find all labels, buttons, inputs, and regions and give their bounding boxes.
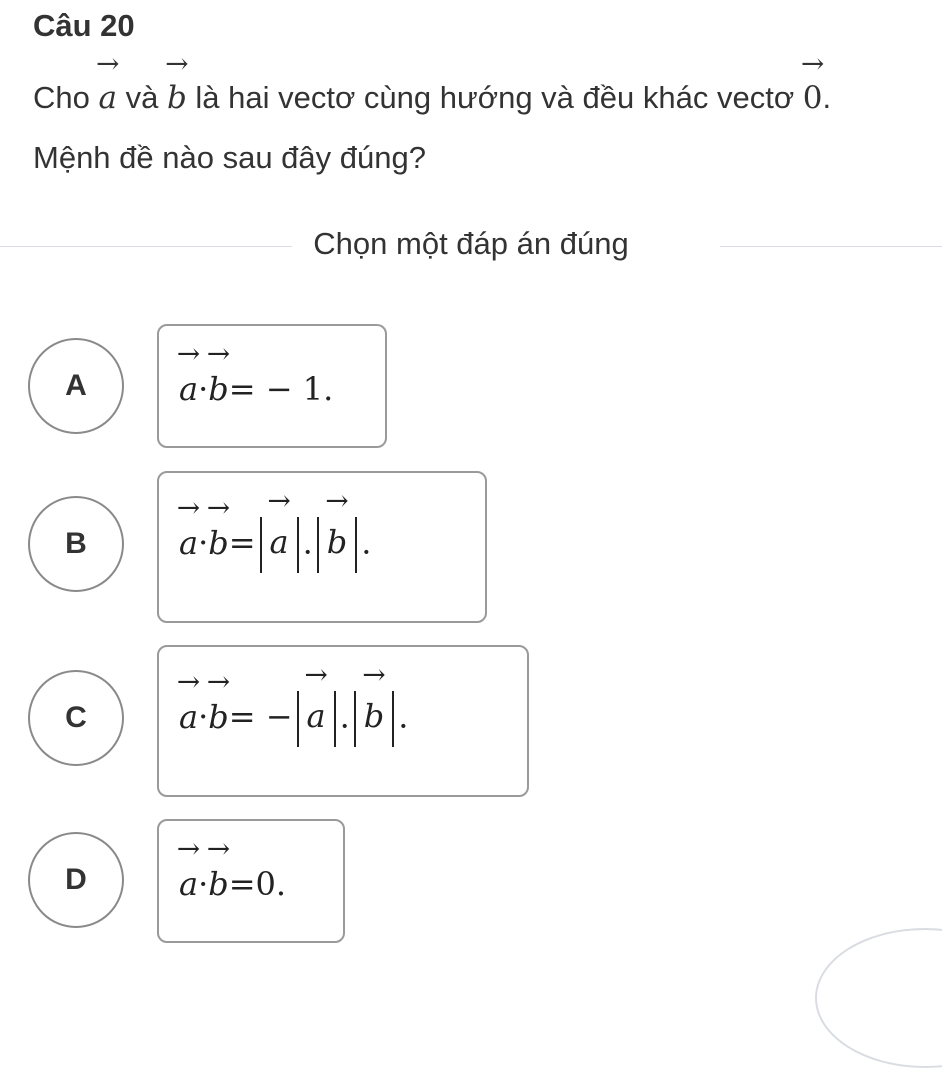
option-b-formula: → a· → b= → a . → b .: [179, 517, 371, 573]
arrow-icon: →: [176, 832, 201, 865]
arrow-icon: →: [95, 47, 120, 80]
arrow-icon: →: [165, 47, 189, 80]
instruction-text: Chọn một đáp án đúng: [313, 226, 629, 261]
option-b-answer[interactable]: [157, 471, 487, 623]
option-d-formula: → a· → b=0.: [176, 832, 287, 903]
arrow-icon: →: [362, 658, 386, 691]
option-b-circle[interactable]: B: [28, 496, 124, 592]
vector-b: → b: [165, 47, 189, 116]
question-text-line1: Cho → a và → b là hai vectơ cùng hướng và đều khác vectơ → 0.: [33, 47, 832, 116]
question-text-line2: Mệnh đề nào sau đây đúng?: [33, 140, 426, 175]
arrow-icon: →: [304, 658, 328, 691]
option-d-circle[interactable]: D: [28, 832, 124, 928]
option-a-answer[interactable]: [157, 324, 387, 448]
arrow-icon: →: [176, 490, 201, 524]
question-title: Câu 20: [33, 8, 135, 43]
arrow-icon: →: [206, 832, 231, 865]
option-d-answer[interactable]: [157, 819, 345, 943]
arrow-icon: →: [267, 484, 291, 517]
arrow-icon: →: [206, 664, 231, 698]
option-a-formula: → a· → b= − 1.: [176, 337, 334, 408]
option-c-circle[interactable]: C: [28, 670, 124, 766]
option-c-answer[interactable]: [157, 645, 529, 797]
option-c-formula: → a· → b= − → a . → b .: [179, 691, 408, 747]
arrow-icon: →: [800, 47, 825, 80]
arrow-icon: →: [176, 664, 201, 698]
decorative-arc: [815, 928, 942, 1068]
vector-zero: → 0: [800, 47, 825, 116]
arrow-icon: →: [176, 337, 201, 370]
vector-a: → a: [95, 47, 120, 116]
arrow-icon: →: [206, 337, 231, 370]
option-a-circle[interactable]: A: [28, 338, 124, 434]
arrow-icon: →: [206, 490, 231, 524]
arrow-icon: →: [325, 484, 349, 517]
